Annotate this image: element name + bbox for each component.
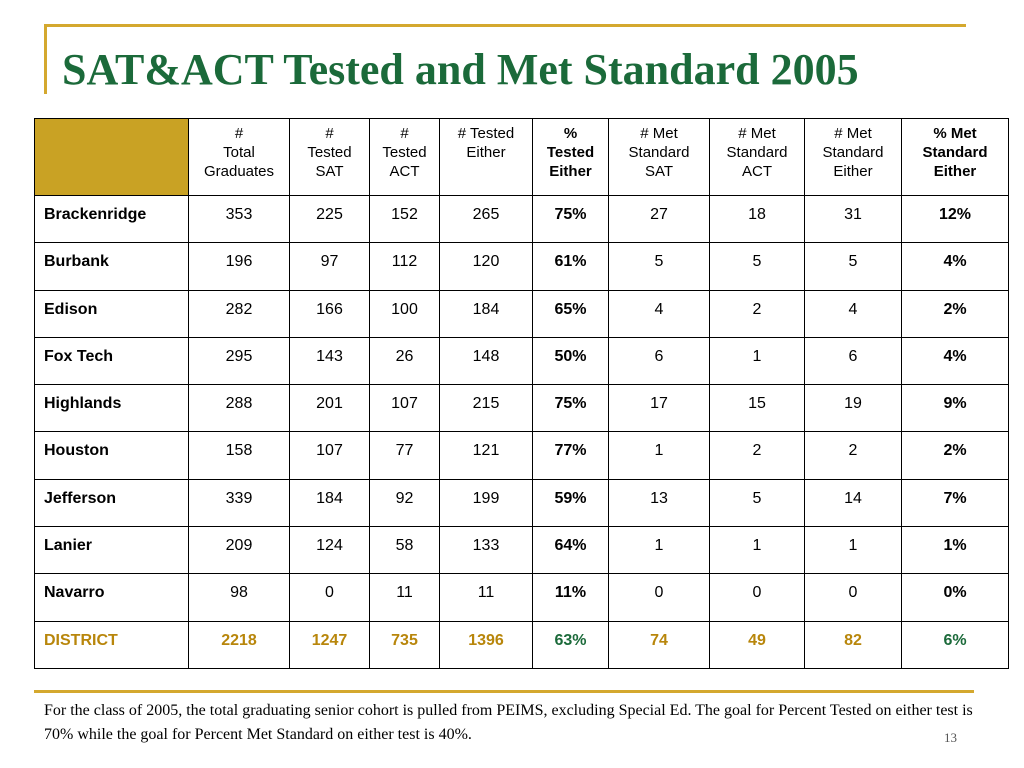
table-cell: 1396 xyxy=(440,621,533,668)
table-row xyxy=(35,243,1009,290)
left-rule xyxy=(44,24,47,94)
table-cell: 98 xyxy=(189,574,290,621)
table-cell: 7% xyxy=(902,479,1009,526)
table-cell: 184 xyxy=(290,479,370,526)
table-cell: 184 xyxy=(440,290,533,337)
table-cell: 4% xyxy=(902,337,1009,384)
table-cell: 75% xyxy=(533,196,609,243)
table-cell: 1 xyxy=(805,527,902,574)
table-cell: 11% xyxy=(533,574,609,621)
slide-number: 13 xyxy=(944,730,957,745)
table-cell: 121 xyxy=(440,432,533,479)
table-body xyxy=(35,196,1009,669)
table-cell: 353 xyxy=(189,196,290,243)
results-table xyxy=(34,118,1009,669)
table-cell: 2 xyxy=(710,432,805,479)
table-cell: 1 xyxy=(609,527,710,574)
table-row xyxy=(35,385,1009,432)
table-cell: 77% xyxy=(533,432,609,479)
table-cell: 11 xyxy=(440,574,533,621)
bottom-rule xyxy=(34,690,974,693)
table-header-row xyxy=(35,119,1009,196)
table-cell: 1% xyxy=(902,527,1009,574)
table-cell: 74 xyxy=(609,621,710,668)
table-cell: 5 xyxy=(805,243,902,290)
table-cell: 59% xyxy=(533,479,609,526)
table-cell: 31 xyxy=(805,196,902,243)
table-row xyxy=(35,337,1009,384)
row-school-name: Houston xyxy=(35,432,189,479)
table-row xyxy=(35,527,1009,574)
table-cell: 17 xyxy=(609,385,710,432)
header-met-either: # Met Standard Either xyxy=(805,119,902,196)
table-cell: 735 xyxy=(370,621,440,668)
table-cell: 143 xyxy=(290,337,370,384)
table-cell: 77 xyxy=(370,432,440,479)
table-cell: 288 xyxy=(189,385,290,432)
table-cell: 26 xyxy=(370,337,440,384)
header-tested-either: # Tested Either xyxy=(440,119,533,196)
table-cell: 100 xyxy=(370,290,440,337)
row-school-name: DISTRICT xyxy=(35,621,189,668)
table-cell: 82 xyxy=(805,621,902,668)
table-cell: 124 xyxy=(290,527,370,574)
row-school-name: Lanier xyxy=(35,527,189,574)
table-cell: 18 xyxy=(710,196,805,243)
row-school-name: Navarro xyxy=(35,574,189,621)
table-row xyxy=(35,432,1009,479)
table-cell: 265 xyxy=(440,196,533,243)
table-cell: 2% xyxy=(902,290,1009,337)
table-cell: 152 xyxy=(370,196,440,243)
table-cell: 58 xyxy=(370,527,440,574)
table-cell: 107 xyxy=(370,385,440,432)
table-cell: 5 xyxy=(609,243,710,290)
table-cell: 6% xyxy=(902,621,1009,668)
table-cell: 75% xyxy=(533,385,609,432)
row-school-name: Fox Tech xyxy=(35,337,189,384)
table-cell: 64% xyxy=(533,527,609,574)
table-cell: 0% xyxy=(902,574,1009,621)
header-pct-tested-either: % Tested Either xyxy=(533,119,609,196)
table-row xyxy=(35,621,1009,668)
table-cell: 133 xyxy=(440,527,533,574)
header-tested-act: # Tested ACT xyxy=(370,119,440,196)
table-cell: 5 xyxy=(710,479,805,526)
table-cell: 49 xyxy=(710,621,805,668)
table-cell: 61% xyxy=(533,243,609,290)
table-cell: 2% xyxy=(902,432,1009,479)
table-cell: 120 xyxy=(440,243,533,290)
table-row xyxy=(35,479,1009,526)
table-cell: 63% xyxy=(533,621,609,668)
table-cell: 201 xyxy=(290,385,370,432)
header-pct-met-either: % Met Standard Either xyxy=(902,119,1009,196)
table-cell: 148 xyxy=(440,337,533,384)
table-cell: 0 xyxy=(805,574,902,621)
table-cell: 339 xyxy=(189,479,290,526)
table-cell: 65% xyxy=(533,290,609,337)
header-met-act: # Met Standard ACT xyxy=(710,119,805,196)
table-row xyxy=(35,290,1009,337)
table-cell: 2 xyxy=(805,432,902,479)
table-cell: 0 xyxy=(609,574,710,621)
table-cell: 92 xyxy=(370,479,440,526)
table-cell: 196 xyxy=(189,243,290,290)
table-cell: 6 xyxy=(805,337,902,384)
row-school-name: Brackenridge xyxy=(35,196,189,243)
table-cell: 4 xyxy=(609,290,710,337)
table-cell: 19 xyxy=(805,385,902,432)
table-cell: 295 xyxy=(189,337,290,384)
table-cell: 225 xyxy=(290,196,370,243)
slide-title: SAT&ACT Tested and Met Standard 2005 xyxy=(62,45,859,94)
table-row xyxy=(35,196,1009,243)
table-cell: 12% xyxy=(902,196,1009,243)
table-cell: 6 xyxy=(609,337,710,384)
table-cell: 2218 xyxy=(189,621,290,668)
row-school-name: Burbank xyxy=(35,243,189,290)
table-cell: 107 xyxy=(290,432,370,479)
table-cell: 13 xyxy=(609,479,710,526)
table-cell: 1 xyxy=(710,337,805,384)
table-cell: 4 xyxy=(805,290,902,337)
table-cell: 1 xyxy=(609,432,710,479)
footnote: For the class of 2005, the total graduating senior cohort is pulled from PEIMS, excluding Special Ed. The goal for Percent Tested on either test is 70% while the goal for Percent Met Standard on either test is 40%. xyxy=(44,702,973,743)
header-corner-cell xyxy=(35,119,189,196)
row-school-name: Edison xyxy=(35,290,189,337)
table-cell: 0 xyxy=(290,574,370,621)
row-school-name: Highlands xyxy=(35,385,189,432)
header-tested-sat: # Tested SAT xyxy=(290,119,370,196)
table-cell: 97 xyxy=(290,243,370,290)
table-cell: 4% xyxy=(902,243,1009,290)
table-cell: 158 xyxy=(189,432,290,479)
table-cell: 166 xyxy=(290,290,370,337)
table-cell: 2 xyxy=(710,290,805,337)
table-cell: 112 xyxy=(370,243,440,290)
table-cell: 1 xyxy=(710,527,805,574)
table-cell: 282 xyxy=(189,290,290,337)
top-rule xyxy=(44,24,966,27)
table-cell: 14 xyxy=(805,479,902,526)
header-met-sat: # Met Standard SAT xyxy=(609,119,710,196)
table-cell: 5 xyxy=(710,243,805,290)
table-cell: 215 xyxy=(440,385,533,432)
table-cell: 9% xyxy=(902,385,1009,432)
row-school-name: Jefferson xyxy=(35,479,189,526)
table-cell: 199 xyxy=(440,479,533,526)
table-cell: 0 xyxy=(710,574,805,621)
table-cell: 209 xyxy=(189,527,290,574)
table-cell: 1247 xyxy=(290,621,370,668)
table-cell: 27 xyxy=(609,196,710,243)
table-cell: 15 xyxy=(710,385,805,432)
header-total-graduates: # Total Graduates xyxy=(189,119,290,196)
table-row xyxy=(35,574,1009,621)
table-cell: 50% xyxy=(533,337,609,384)
table-cell: 11 xyxy=(370,574,440,621)
